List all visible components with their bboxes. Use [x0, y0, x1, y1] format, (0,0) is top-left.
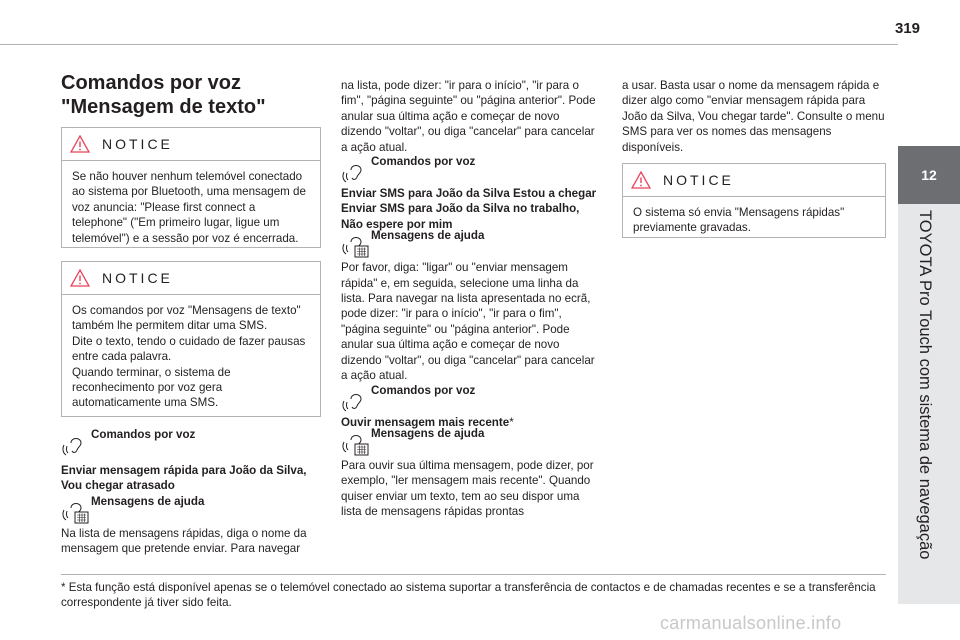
notice-header [62, 262, 320, 295]
notice-body [62, 169, 320, 254]
notice-box-3 [622, 163, 886, 238]
help-message-icon [341, 232, 371, 258]
notice-box-1 [61, 127, 321, 248]
voice-command-label: Comandos por voz [91, 428, 196, 441]
notice-title: NOTICE [663, 172, 734, 188]
help-message-icon [341, 430, 371, 456]
notice-header [62, 128, 320, 161]
help-text: Por favor, diga: "ligar" ou "enviar mensagem rápida" e, em seguida, selecione uma linha da lista. Para navegar na lista apresentada no ecrã, pode dizer: "ir para o início", "ir para o fim", "página seguinte" ou "página anterior". Pode anular sua última ação e começar de novo dizendo "voltar", ou diga "cancelar" para cancelar a ação atual. [341, 261, 595, 383]
notice-text: O sistema só envia "Mensagens rápidas" previamente gravadas. [633, 206, 845, 235]
section-title: Comandos por voz "Mensagem de texto" [61, 72, 266, 118]
voice-command-text: Enviar SMS para João da Silva no trabalho, Não espere por mim [341, 202, 580, 231]
voice-command-text: Enviar SMS para João da Silva Estou a chegar [341, 187, 597, 201]
chapter-title: TOYOTA Pro Touch com sistema de navegação [916, 210, 934, 560]
chapter-tab[interactable]: 12 [898, 146, 960, 204]
notice-title: NOTICE [102, 270, 173, 286]
notice-line: Quando terminar, o sistema de reconhecimento por voz gera automaticamente uma SMS. [72, 365, 231, 410]
warning-triangle-icon [631, 171, 651, 189]
voice-command-icon [341, 158, 371, 184]
help-message-label: Mensagens de ajuda [371, 426, 485, 440]
voice-command-icon [61, 431, 91, 457]
help-message-label: Mensagens de ajuda [91, 494, 205, 508]
help-message-row [341, 228, 603, 258]
watermark: carmanualsonline.info [660, 613, 842, 633]
voice-command-text: Enviar mensagem rápida para João da Silva, Vou chegar atrasado [61, 464, 307, 493]
column-1-lower [61, 427, 323, 557]
notice-text: Se não houver nenhum telemóvel conectado ao sistema por Bluetooth, uma mensagem de voz anuncia: "Please first connect a telephone" ("Em primeiro lugar, ligue um telemóvel") e a sessão por voz é encerrada. [72, 170, 306, 245]
footnote: * Esta função está disponível apenas se o telemóvel conectado ao sistema suportar a transferência de contactos e de chamadas recentes e se a transferência correspondente já tiver sido feita. [61, 581, 876, 610]
help-message-icon [61, 498, 91, 524]
voice-command-label: Comandos por voz [371, 383, 476, 397]
notice-line: Os comandos por voz "Mensagens de texto" também lhe permitem ditar uma SMS. [72, 304, 301, 333]
voice-command-row [341, 154, 603, 184]
voice-command-row [341, 383, 603, 413]
footnote-divider [61, 574, 886, 575]
help-text: Para ouvir sua última mensagem, pode dizer, por exemplo, "ler mensagem mais recente". Quando quiser enviar um texto, tem ao seu dispor uma lista de mensagens rápidas prontas [341, 458, 594, 519]
notice-box-2 [61, 261, 321, 417]
header-divider [0, 44, 898, 45]
notice-header [623, 164, 885, 197]
page-number: 319 [894, 20, 920, 37]
notice-line: Dite o texto, tendo o cuidado de fazer pausas entre cada palavra. [72, 334, 306, 364]
column-2 [341, 78, 603, 520]
notice-body [623, 205, 885, 244]
warning-triangle-icon [70, 269, 90, 287]
navigation-text: na lista, pode dizer: "ir para o início", "ir para o fim", "página seguinte" ou "página anterior". Pode anular sua última ação e começar de novo dizendo "voltar", ou diga "cancelar" para cancelar a ação atual. [341, 79, 596, 154]
voice-command-text: Ouvir mensagem mais recente [341, 415, 510, 429]
quick-messages-text: a usar. Basta usar o nome da mensagem rápida e dizer algo como "enviar mensagem rápida para João da Silva, Vou chegar tarde". Consulte o menu SMS para ver os nomes das mensagens disponíveis. [622, 79, 885, 154]
voice-command-row [61, 427, 323, 457]
warning-triangle-icon [70, 135, 90, 153]
help-message-row [341, 426, 603, 456]
help-message-label: Mensagens de ajuda [371, 229, 485, 243]
footnote-marker: * [509, 415, 514, 429]
help-text: Na lista de mensagens rápidas, diga o nome da mensagem que pretende enviar. Para navegar [61, 526, 307, 556]
voice-command-icon [341, 387, 371, 413]
notice-title: NOTICE [102, 136, 173, 152]
notice-body [62, 303, 320, 419]
voice-command-label: Comandos por voz [371, 155, 476, 169]
help-message-row [61, 494, 323, 524]
column-3 [622, 78, 887, 155]
